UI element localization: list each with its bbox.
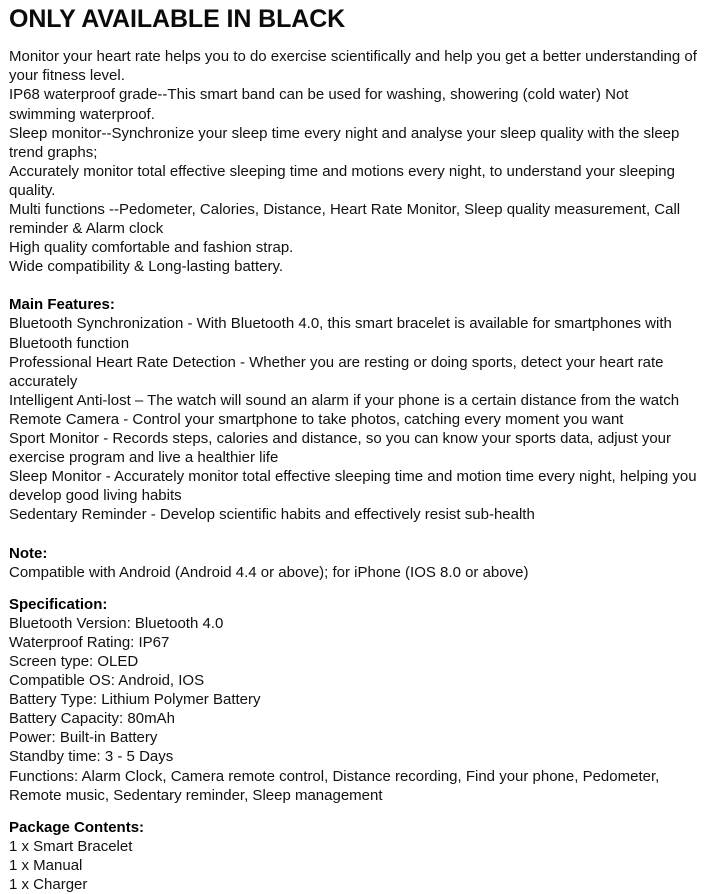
section-spacer [0, 276, 707, 295]
intro-line: Monitor your heart rate helps you to do exercise scientifically and help you get a better understanding of your fitness level. [9, 48, 697, 85]
feature-line: Sedentary Reminder - Develop scientific habits and effectively resist sub-health [9, 506, 535, 524]
feature-line: Bluetooth Synchronization - With Bluetooth 4.0, this smart bracelet is available for smartphones with Bluetooth function [9, 315, 672, 352]
intro-line: Accurately monitor total effective sleeping time and motions every night, to understand your sleeping quality. [9, 162, 675, 199]
intro-line: Sleep monitor--Synchronize your sleep time every night and analyse your sleep quality with the sleep trend graphs; [9, 124, 680, 161]
spec-line: Standby time: 3 - 5 Days [9, 748, 174, 766]
intro-line: High quality comfortable and fashion strap. [9, 239, 294, 257]
spec-line: Power: Built-in Battery [9, 729, 158, 747]
title-spacer [0, 32, 707, 47]
spec-line: Screen type: OLED [9, 652, 139, 670]
spec-line: Bluetooth Version: Bluetooth 4.0 [9, 614, 224, 632]
main-features-heading: Main Features: [9, 296, 115, 314]
intro-line: IP68 waterproof grade--This smart band can be used for washing, showering (cold water) Not swimming waterproof. [9, 86, 629, 123]
section-spacer [0, 805, 707, 818]
specification-heading: Specification: [9, 595, 108, 613]
package-contents-section [0, 818, 707, 894]
spec-line: Functions: Alarm Clock, Camera remote control, Distance recording, Find your phone, Pedometer, Remote music, Sedentary reminder, Sleep management [9, 767, 660, 804]
specification-section [0, 595, 707, 805]
intro-line: Wide compatibility & Long-lasting battery. [9, 258, 284, 276]
spec-line: Battery Capacity: 80mAh [9, 710, 175, 728]
feature-line: Sleep Monitor - Accurately monitor total effective sleeping time and motion time every night, helping you develop good living habits [9, 468, 697, 505]
feature-line: Professional Heart Rate Detection - Whether you are resting or doing sports, detect your heart rate accurately [9, 353, 664, 390]
spec-line: Battery Type: Lithium Polymer Battery [9, 691, 261, 709]
note-line: Compatible with Android (Android 4.4 or above); for iPhone (IOS 8.0 or above) [9, 563, 529, 581]
package-contents-heading: Package Contents: [9, 818, 145, 836]
page-title: ONLY AVAILABLE IN BLACK [9, 5, 346, 33]
intro-section [0, 47, 707, 276]
package-line: 1 x Charger [9, 876, 88, 893]
intro-line: Multi functions --Pedometer, Calories, Distance, Heart Rate Monitor, Sleep quality measurement, Call reminder & Alarm clock [9, 201, 681, 238]
main-features-section [0, 295, 707, 524]
package-line: 1 x Manual [9, 856, 83, 874]
feature-line: Intelligent Anti-lost – The watch will sound an alarm if your phone is a certain distance from the watch [9, 391, 680, 409]
spec-line: Compatible OS: Android, IOS [9, 672, 205, 690]
feature-line: Remote Camera - Control your smartphone to take photos, catching every moment you want [9, 410, 624, 428]
note-heading: Note: [9, 544, 48, 562]
spec-line: Waterproof Rating: IP67 [9, 633, 170, 651]
package-line: 1 x Smart Bracelet [9, 837, 133, 855]
section-spacer [0, 525, 707, 544]
note-section [0, 544, 707, 582]
feature-line: Sport Monitor - Records steps, calories and distance, so you can know your sports data, adjust your exercise program and live a healthier life [9, 430, 671, 467]
section-spacer [0, 582, 707, 595]
